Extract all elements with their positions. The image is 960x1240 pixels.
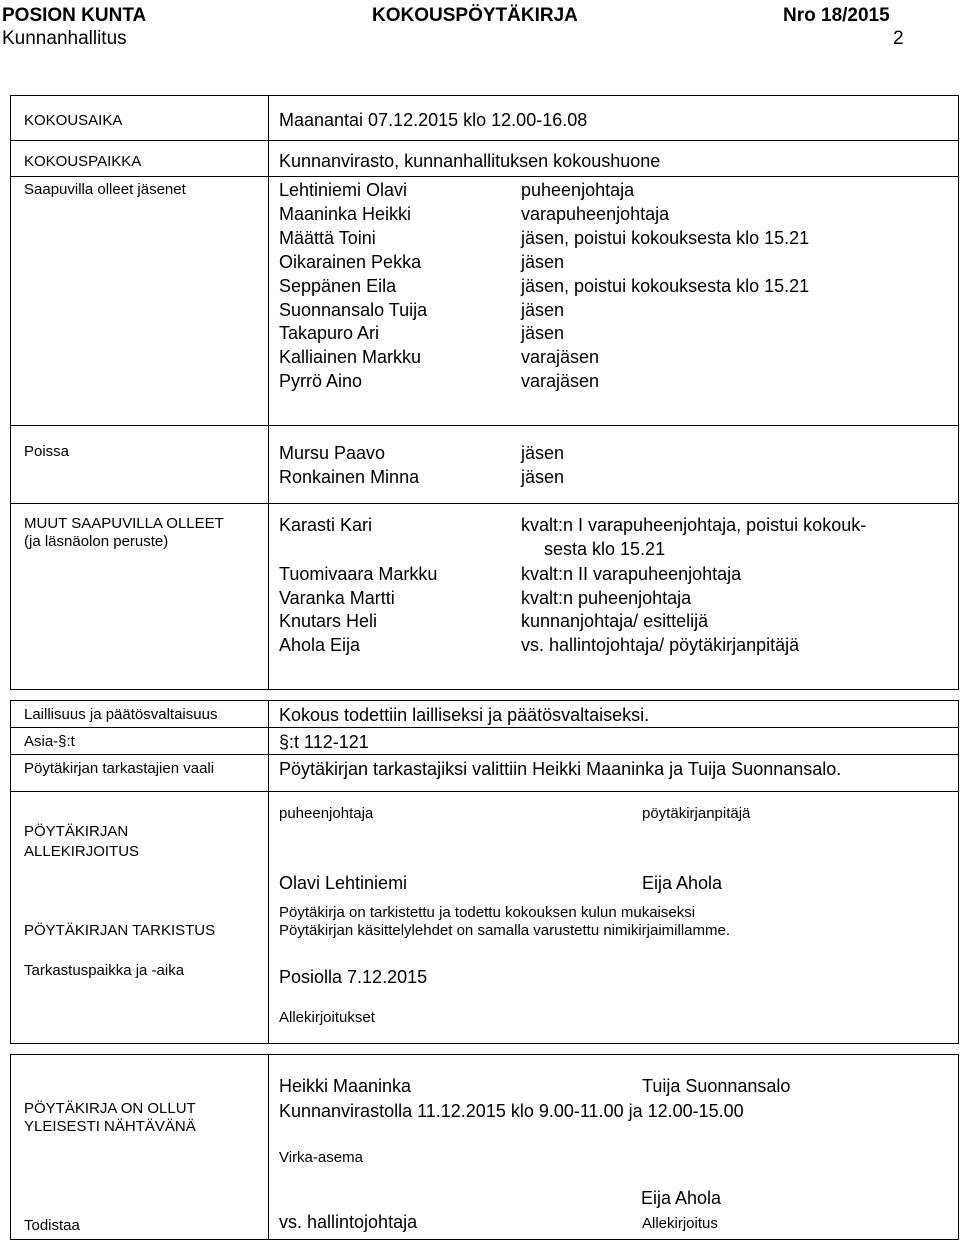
other-name: Karasti Kari	[279, 515, 373, 535]
attest-name: Eija Ahola	[641, 1188, 722, 1208]
member-name: Maaninka Heikki	[279, 204, 412, 224]
attest-label: Todistaa	[24, 1217, 80, 1234]
document-number: Nro 18/2015	[783, 5, 890, 26]
other-role: kunnanjohtaja/ esittelijä	[521, 611, 709, 631]
column-divider	[268, 1054, 269, 1240]
row-divider	[10, 176, 959, 177]
reviewer-signature-name: Tuija Suonnansalo	[642, 1076, 791, 1096]
attest-position: vs. hallintojohtaja	[279, 1212, 418, 1232]
other-role: vs. hallintojohtaja/ pöytäkirjanpitäjä	[521, 635, 800, 655]
municipality-name: POSION KUNTA	[2, 5, 147, 26]
agenda-items-value: §:t 112-121	[279, 732, 369, 752]
member-role: jäsen	[521, 300, 565, 320]
absent-role: jäsen	[521, 467, 565, 487]
agenda-items-label: Asia-§:t	[24, 733, 75, 750]
signature-section-label: PÖYTÄKIRJAN	[24, 823, 129, 840]
row-divider	[10, 754, 959, 755]
member-role: varapuheenjohtaja	[521, 204, 670, 224]
public-label: PÖYTÄKIRJA ON OLLUT	[24, 1100, 196, 1117]
member-role: varajäsen	[521, 347, 600, 367]
review-label: PÖYTÄKIRJAN TARKISTUS	[24, 922, 216, 939]
meeting-place-value: Kunnanvirasto, kunnanhallituksen kokoushuone	[279, 151, 661, 171]
other-role: kvalt:n puheenjohtaja	[521, 588, 692, 608]
body-name: Kunnanhallitus	[2, 28, 127, 49]
absent-name: Ronkainen Minna	[279, 467, 420, 487]
review-place-value: Posiolla 7.12.2015	[279, 967, 428, 987]
review-place-label: Tarkastuspaikka ja -aika	[24, 962, 185, 979]
other-role: kvalt:n II varapuheenjohtaja	[521, 564, 742, 584]
member-name: Suonnansalo Tuija	[279, 300, 428, 320]
row-divider	[10, 140, 959, 141]
secretary-name: Eija Ahola	[642, 873, 723, 893]
member-role: jäsen	[521, 252, 565, 272]
row-divider	[10, 503, 959, 504]
page-number: 2	[893, 28, 904, 49]
member-role: jäsen	[521, 323, 565, 343]
public-value: Kunnanvirastolla 11.12.2015 klo 9.00-11.00 ja 12.00-15.00	[279, 1101, 744, 1121]
review-statement: Pöytäkirjan käsittelylehdet on samalla varustettu nimikirjaimillamme.	[279, 922, 731, 939]
legality-value: Kokous todettiin lailliseksi ja päätösvaltaiseksi.	[279, 705, 650, 725]
member-name: Lehtiniemi Olavi	[279, 180, 408, 200]
other-name: Varanka Martti	[279, 588, 395, 608]
member-role: jäsen, poistui kokouksesta klo 15.21	[521, 276, 810, 296]
absent-name: Mursu Paavo	[279, 443, 386, 463]
review-statement: Pöytäkirja on tarkistettu ja todettu kokouksen kulun mukaiseksi	[279, 904, 696, 921]
member-name: Kalliainen Markku	[279, 347, 422, 367]
others-label: MUUT SAAPUVILLA OLLEET	[24, 515, 224, 532]
column-divider	[268, 95, 269, 690]
row-divider	[10, 425, 959, 426]
public-box	[10, 1054, 959, 1240]
member-name: Pyrrö Aino	[279, 371, 363, 391]
other-name: Ahola Eija	[279, 635, 361, 655]
other-role-continued: sesta klo 15.21	[544, 539, 666, 559]
present-label: Saapuvilla olleet jäsenet	[24, 181, 186, 198]
member-role: puheenjohtaja	[521, 180, 635, 200]
member-role: varajäsen	[521, 371, 600, 391]
attest-signature-label: Allekirjoitus	[642, 1215, 718, 1232]
member-name: Takapuro Ari	[279, 323, 380, 343]
position-label: Virka-asema	[279, 1149, 363, 1166]
column-divider	[268, 700, 269, 1044]
other-name: Tuomivaara Markku	[279, 564, 438, 584]
meeting-time-label: KOKOUSAIKA	[24, 112, 123, 129]
legality-box	[10, 700, 959, 1044]
reviewer-signature-name: Heikki Maaninka	[279, 1076, 412, 1096]
meeting-place-label: KOKOUSPAIKKA	[24, 153, 142, 170]
meeting-time-value: Maanantai 07.12.2015 klo 12.00-16.08	[279, 110, 588, 130]
row-divider	[10, 727, 959, 728]
secretary-title: pöytäkirjanpitäjä	[642, 805, 751, 822]
member-role: jäsen, poistui kokouksesta klo 15.21	[521, 228, 810, 248]
member-name: Määttä Toini	[279, 228, 376, 248]
other-role: kvalt:n I varapuheenjohtaja, poistui kokouk-	[521, 515, 867, 535]
signature-section-sublabel: ALLEKIRJOITUS	[24, 843, 140, 860]
absent-label: Poissa	[24, 443, 70, 460]
document-title: KOKOUSPÖYTÄKIRJA	[372, 5, 578, 26]
legality-label: Laillisuus ja päätösvaltaisuus	[24, 706, 218, 723]
reviewer-election-value: Pöytäkirjan tarkastajiksi valittiin Heikki Maaninka ja Tuija Suonnansalo.	[279, 759, 842, 779]
row-divider	[10, 791, 959, 792]
signatures-label: Allekirjoitukset	[279, 1009, 375, 1026]
absent-role: jäsen	[521, 443, 565, 463]
member-name: Seppänen Eila	[279, 276, 397, 296]
others-sublabel: (ja läsnäolon peruste)	[24, 533, 169, 550]
member-name: Oikarainen Pekka	[279, 252, 422, 272]
chair-title: puheenjohtaja	[279, 805, 374, 822]
reviewer-election-label: Pöytäkirjan tarkastajien vaali	[24, 760, 215, 777]
public-sublabel: YLEISESTI NÄHTÄVÄNÄ	[24, 1118, 196, 1135]
chair-name: Olavi Lehtiniemi	[279, 873, 408, 893]
other-name: Knutars Heli	[279, 611, 378, 631]
